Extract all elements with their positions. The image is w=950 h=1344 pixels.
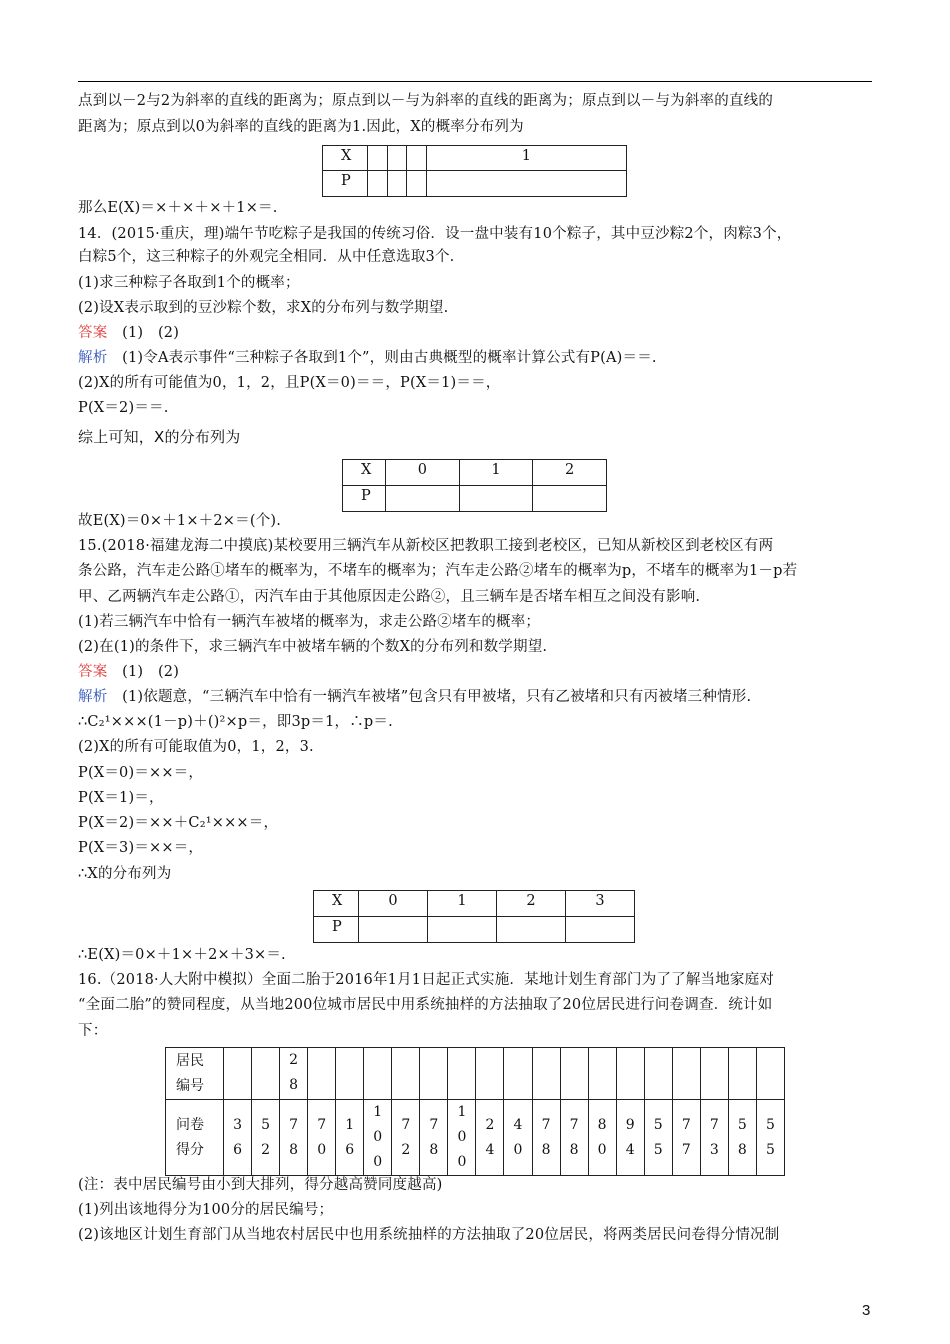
score-cell: 7 8 [420, 1100, 448, 1176]
score-cell: 2 4 [476, 1100, 504, 1176]
text-line: 下： [78, 1023, 108, 1039]
cell: 1 [428, 891, 497, 917]
resident-id-cell [252, 1048, 280, 1100]
score-cell: 4 0 [504, 1100, 532, 1176]
cell: 0 [386, 460, 460, 486]
cell: X [343, 460, 386, 486]
cell [359, 917, 428, 943]
score-cell: 5 5 [644, 1100, 672, 1176]
cell: 2 [497, 891, 566, 917]
resident-id-cell [476, 1048, 504, 1100]
text-line: (2)该地区计划生育部门从当地农村居民中也用系统抽样的方法抽取了20位居民，将两类居民问卷得分情况制 [78, 1227, 780, 1243]
answer-label: 答案 [78, 325, 108, 341]
text-line: P(X＝2)＝××＋C₂¹×××＝， [78, 815, 279, 831]
resident-id-cell [364, 1048, 392, 1100]
text-line: P(X＝0)＝××＝， [78, 765, 204, 781]
text-line: 条公路，汽车走公路①堵车的概率为，不堵车的概率为；汽车走公路②堵车的概率为p，不堵车的概率为1－p若 [78, 563, 798, 579]
score-cell: 5 5 [756, 1100, 784, 1176]
answer-text: (1) (2) [107, 325, 180, 341]
cell [533, 486, 607, 512]
text-line: ∴X的分布列为 [78, 866, 172, 882]
distribution-table-1 [322, 145, 627, 197]
text-line: (2)在(1)的条件下，求三辆汽车中被堵车辆的个数X的分布列和数学期望. [78, 639, 548, 655]
resident-id-cell [392, 1048, 420, 1100]
resident-id-cell [224, 1048, 252, 1100]
cell [428, 917, 497, 943]
cell: P [314, 917, 359, 943]
text-line: (1)若三辆汽车中恰有一辆汽车被堵的概率为，求走公路②堵车的概率； [78, 614, 541, 630]
cell [386, 486, 460, 512]
cell: P [343, 486, 386, 512]
answer-label: 答案 [78, 664, 108, 680]
resident-id-cell [672, 1048, 700, 1100]
resident-id-cell: 2 8 [280, 1048, 308, 1100]
cell [368, 146, 388, 171]
resident-id-cell [504, 1048, 532, 1100]
distribution-table-3 [313, 890, 635, 943]
score-cell: 5 2 [252, 1100, 280, 1176]
survey-table [165, 1047, 785, 1176]
text-line: 距离为；原点到以0为斜率的直线的距离为1.因此，X的概率分布列为 [78, 119, 524, 135]
cell [387, 171, 407, 197]
text-line: 点到以－2与2为斜率的直线的距离为；原点到以－与为斜率的直线的距离为；原点到以－与为斜率的直线的 [78, 93, 774, 109]
score-cell: 9 4 [616, 1100, 644, 1176]
cell [426, 171, 626, 197]
analysis-text: (1)令A表示事件“三种粽子各取到1个”，则由古典概型的概率计算公式有P(A)＝＝. [107, 350, 657, 366]
resident-id-cell [700, 1048, 728, 1100]
text-line: (2)X的所有可能值为0，1，2，且P(X＝0)＝＝，P(X＝1)＝＝， [78, 375, 501, 391]
text-line: (1)求三种粽子各取到1个的概率； [78, 275, 300, 291]
score-cell: 7 2 [392, 1100, 420, 1176]
score-cell: 8 0 [588, 1100, 616, 1176]
text-line: “全面二胎”的赞同程度，从当地200位城市居民中用系统抽样的方法抽取了20位居民进行问卷调查．统计如 [78, 997, 773, 1013]
resident-id-cell [728, 1048, 756, 1100]
text-line: 15.(2018·福建龙海二中摸底)某校要用三辆汽车从新校区把教职工接到老校区，已知从新校区到老校区有两 [78, 538, 774, 554]
resident-id-cell [756, 1048, 784, 1100]
cell: 0 [359, 891, 428, 917]
id-label: 居民 编号 [166, 1048, 224, 1100]
cell: P [323, 171, 368, 197]
text-line: (注：表中居民编号由小到大排列，得分越高赞同度越高) [78, 1177, 443, 1193]
cell: 2 [533, 460, 607, 486]
text-line: (2)X的所有可能取值为0，1，2，3. [78, 739, 314, 755]
score-cell: 3 6 [224, 1100, 252, 1176]
analysis-text: (1)依题意，“三辆汽车中恰有一辆汽车被堵”包含只有甲被堵，只有乙被堵和只有丙被堵三种情形. [107, 689, 752, 705]
score-cell: 7 7 [672, 1100, 700, 1176]
cell: 3 [566, 891, 635, 917]
cell [387, 146, 407, 171]
score-cell: 1 6 [336, 1100, 364, 1176]
analysis-line [78, 687, 751, 707]
resident-id-cell [308, 1048, 336, 1100]
resident-id-cell [420, 1048, 448, 1100]
resident-id-cell [532, 1048, 560, 1100]
cell [459, 486, 533, 512]
analysis-label: 解析 [78, 689, 108, 705]
text-line: (1)列出该地得分为100分的居民编号； [78, 1202, 334, 1218]
score-cell: 7 8 [560, 1100, 588, 1176]
analysis-line [78, 348, 657, 368]
analysis-label: 解析 [78, 350, 108, 366]
header-rule [78, 81, 872, 82]
text-line: 白粽5个，这三种粽子的外观完全相同．从中任意选取3个. [78, 249, 455, 265]
text-line: ∴E(X)＝0×＋1×＋2×＋3×＝. [78, 947, 286, 963]
cell: 1 [426, 146, 626, 171]
score-cell: 7 3 [700, 1100, 728, 1176]
text-line: 甲、乙两辆汽车走公路①，丙汽车由于其他原因走公路②，且三辆车是否堵车相互之间没有影响. [78, 589, 701, 605]
cell [497, 917, 566, 943]
resident-id-cell [588, 1048, 616, 1100]
text-line: P(X＝2)＝＝. [78, 400, 169, 416]
resident-id-cell [560, 1048, 588, 1100]
text-line: P(X＝3)＝××＝， [78, 840, 204, 856]
score-cell: 1 0 0 [448, 1100, 476, 1176]
text-line: 综上可知，X的分布列为 [78, 428, 241, 446]
answer-line [78, 662, 179, 682]
distribution-table-2 [342, 459, 607, 512]
cell [407, 146, 427, 171]
text-line: 16.（2018·人大附中模拟）全面二胎于2016年1月1日起正式实施．某地计划生育部门为了了解当地家庭对 [78, 972, 775, 988]
cell: 1 [459, 460, 533, 486]
cell: X [314, 891, 359, 917]
page-number: 3 [862, 1302, 871, 1319]
resident-id-cell [448, 1048, 476, 1100]
answer-line [78, 323, 179, 343]
score-cell: 7 8 [280, 1100, 308, 1176]
cell: X [323, 146, 368, 171]
score-cell: 1 0 0 [364, 1100, 392, 1176]
score-cell: 7 8 [532, 1100, 560, 1176]
answer-text: (1) (2) [107, 664, 180, 680]
cell [566, 917, 635, 943]
resident-id-cell [616, 1048, 644, 1100]
resident-id-cell [644, 1048, 672, 1100]
score-label: 问卷 得分 [166, 1100, 224, 1176]
text-line: P(X＝1)＝， [78, 790, 164, 806]
text-line: ∴C₂¹×××(1－p)＋()²×p＝，即3p＝1，∴p＝. [78, 714, 393, 730]
text-line: 那么E(X)＝×＋×＋×＋1×＝. [78, 200, 278, 216]
score-cell: 5 8 [728, 1100, 756, 1176]
text-line: 14．(2015·重庆，理)端午节吃粽子是我国的传统习俗．设一盘中装有10个粽子，其中豆沙粽2个，肉粽3个， [78, 226, 792, 242]
text-line: (2)设X表示取到的豆沙粽个数，求X的分布列与数学期望. [78, 300, 449, 316]
resident-id-cell [336, 1048, 364, 1100]
score-cell: 7 0 [308, 1100, 336, 1176]
cell [368, 171, 388, 197]
cell [407, 171, 427, 197]
text-line: 故E(X)＝0×＋1×＋2×＝(个). [78, 513, 282, 529]
